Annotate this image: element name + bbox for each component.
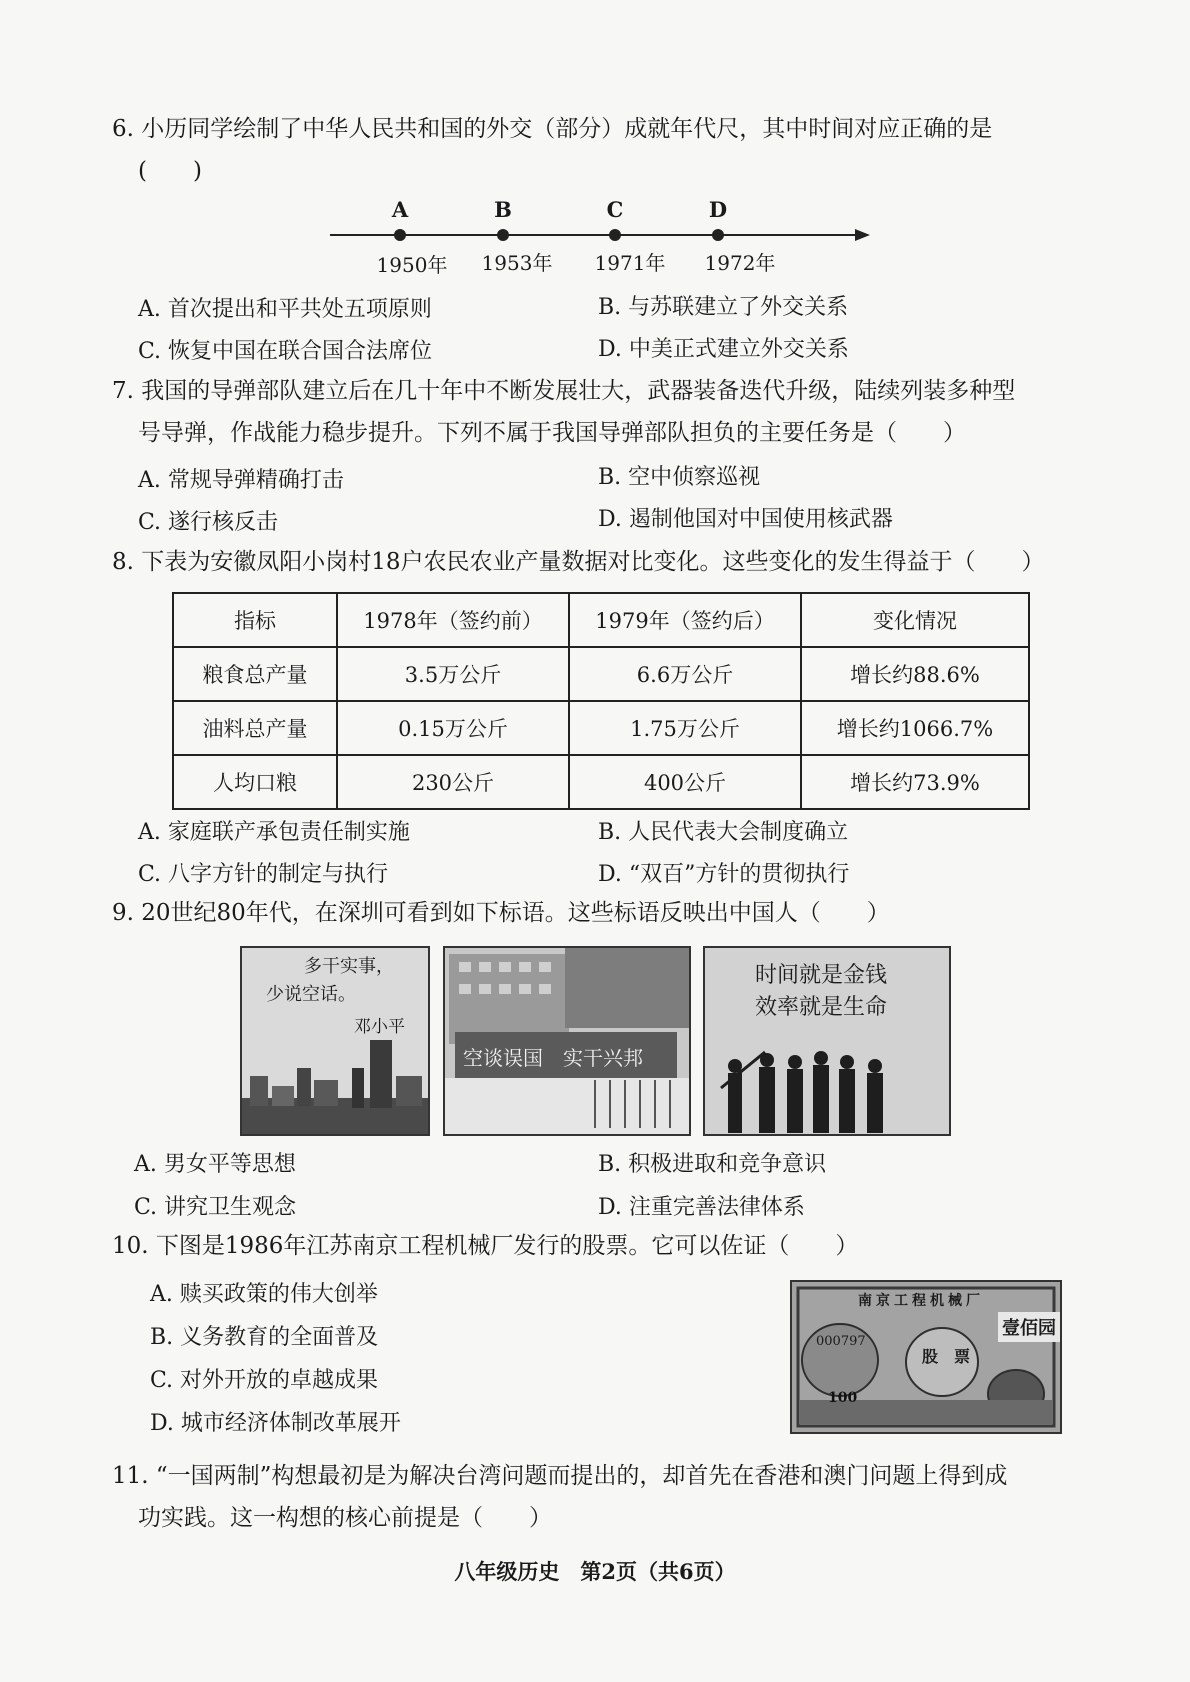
production-data-table (172, 592, 1030, 810)
question-7-option-c[interactable]: C. 遂行核反击 (138, 510, 279, 535)
table-cell: 粮食总产量 (173, 647, 337, 701)
table-cell: 0.15万公斤 (337, 701, 569, 755)
question-11-stem-line-2: 功实践。这一构想的核心前提是（ ） (138, 1505, 552, 1531)
question-6-answer-blank: ( ) (138, 158, 202, 184)
diplomacy-timeline (330, 197, 870, 277)
stock-company-name: 南京工程机械厂 (858, 1293, 984, 1309)
question-8 (112, 541, 1092, 583)
table-cell: 6.6万公斤 (569, 647, 801, 701)
table-header-cell: 指标 (173, 593, 337, 647)
question-8-option-b[interactable]: B. 人民代表大会制度确立 (598, 820, 849, 845)
question-7-option-d[interactable]: D. 遏制他国对中国使用核武器 (598, 507, 893, 532)
page-footer: 八年级历史 第2页（共6页） (454, 1559, 736, 1584)
table-header-row (173, 593, 1029, 647)
stock-title: 股 票 (922, 1347, 971, 1366)
stock-serial: 000797 (816, 1334, 866, 1349)
slogan-photo-1 (240, 946, 430, 1136)
question-6 (112, 108, 1092, 192)
timeline-year-1971: 1971年 (594, 251, 666, 275)
table-cell: 增长约1066.7% (801, 701, 1029, 755)
table-cell: 1.75万公斤 (569, 701, 801, 755)
table-cell: 400公斤 (569, 755, 801, 809)
table-header-cell: 1979年（签约后） (569, 593, 801, 647)
question-7 (112, 370, 1092, 454)
question-6-option-d[interactable]: D. 中美正式建立外交关系 (598, 337, 849, 362)
question-10-stem: 10. 下图是1986年江苏南京工程机械厂发行的股票。它可以佐证（ ） (112, 1233, 859, 1259)
timeline-year-1953: 1953年 (481, 251, 553, 275)
question-9-option-d[interactable]: D. 注重完善法律体系 (598, 1195, 805, 1220)
photo-1-author: 邓小平 (354, 1017, 405, 1037)
question-9-stem: 9. 20世纪80年代，在深圳可看到如下标语。这些标语反映出中国人（ ） (112, 900, 890, 926)
timeline-year-1972: 1972年 (704, 251, 776, 275)
photo-1-slogan-line-1: 多干实事， (304, 956, 394, 977)
stock-certificate-image (790, 1280, 1062, 1434)
question-10 (112, 1225, 1092, 1267)
street-billboard-image (445, 948, 689, 1134)
table-cell: 油料总产量 (173, 701, 337, 755)
question-11-stem-line-1: 11. “一国两制”构想最初是为解决台湾问题而提出的，却首先在香港和澳门问题上得到成 (112, 1463, 1008, 1489)
question-8-option-d[interactable]: D. “双百”方针的贯彻执行 (598, 862, 850, 887)
table-cell: 增长约73.9% (801, 755, 1029, 809)
timeline-year-1950: 1950年 (376, 253, 448, 277)
table-cell: 3.5万公斤 (337, 647, 569, 701)
question-9-option-c[interactable]: C. 讲究卫生观念 (134, 1195, 297, 1220)
question-9-option-a[interactable]: A. 男女平等思想 (134, 1152, 296, 1177)
question-10-option-a[interactable]: A. 赎买政策的伟大创举 (150, 1282, 378, 1307)
table-cell: 人均口粮 (173, 755, 337, 809)
question-7-stem-line-2: 号导弹，作战能力稳步提升。下列不属于我国导弹部队担负的主要任务是（ ） (138, 420, 966, 446)
timeline-point-c-label: C (606, 197, 624, 222)
photo-1-slogan-line-2: 少说空话。 (266, 984, 356, 1005)
question-7-option-b[interactable]: B. 空中侦察巡视 (598, 465, 761, 490)
question-10-option-d[interactable]: D. 城市经济体制改革展开 (150, 1411, 401, 1436)
question-8-option-a[interactable]: A. 家庭联产承包责任制实施 (138, 820, 410, 845)
table-cell: 增长约88.6% (801, 647, 1029, 701)
question-6-stem-line-1: 6. 小历同学绘制了中华人民共和国的外交（部分）成就年代尺，其中时间对应正确的是 (112, 116, 993, 142)
question-10-option-c[interactable]: C. 对外开放的卓越成果 (150, 1368, 379, 1393)
question-6-option-a[interactable]: A. 首次提出和平共处五项原则 (138, 297, 432, 322)
question-6-option-c[interactable]: C. 恢复中国在联合国合法席位 (138, 339, 433, 364)
slogan-photo-2 (443, 946, 691, 1136)
question-9-option-b[interactable]: B. 积极进取和竞争意识 (598, 1152, 827, 1177)
timeline-point-b-label: B (494, 197, 512, 222)
question-9 (112, 892, 1092, 934)
table-header-cell: 变化情况 (801, 593, 1029, 647)
photo-3-slogan-line-2: 效率就是生命 (755, 995, 888, 1020)
question-10-option-b[interactable]: B. 义务教育的全面普及 (150, 1325, 379, 1350)
table-row (173, 647, 1029, 701)
photo-3-slogan-line-1: 时间就是金钱 (755, 963, 888, 988)
question-11 (112, 1455, 1092, 1539)
slogan-photo-3 (703, 946, 951, 1136)
question-7-stem-line-1: 7. 我国的导弹部队建立后在几十年中不断发展壮大，武器装备迭代升级，陆续列装多种型 (112, 378, 1016, 404)
stock-amount: 壹佰园 (998, 1312, 1060, 1342)
question-7-option-a[interactable]: A. 常规导弹精确打击 (138, 468, 344, 493)
question-8-option-c[interactable]: C. 八字方针的制定与执行 (138, 862, 389, 887)
table-cell: 230公斤 (337, 755, 569, 809)
question-8-stem: 8. 下表为安徽凤阳小岗村18户农民农业产量数据对比变化。这些变化的发生得益于（ ） (112, 549, 1045, 575)
table-row (173, 701, 1029, 755)
stock-face-value: 100 (828, 1390, 858, 1406)
table-row (173, 755, 1029, 809)
question-6-option-b[interactable]: B. 与苏联建立了外交关系 (598, 295, 849, 320)
table-header-cell: 1978年（签约前） (337, 593, 569, 647)
photo-2-billboard-slogan: 空谈误国 实干兴邦 (463, 1046, 643, 1070)
timeline-point-d-label: D (708, 197, 728, 222)
timeline-point-a-label: A (391, 197, 409, 222)
